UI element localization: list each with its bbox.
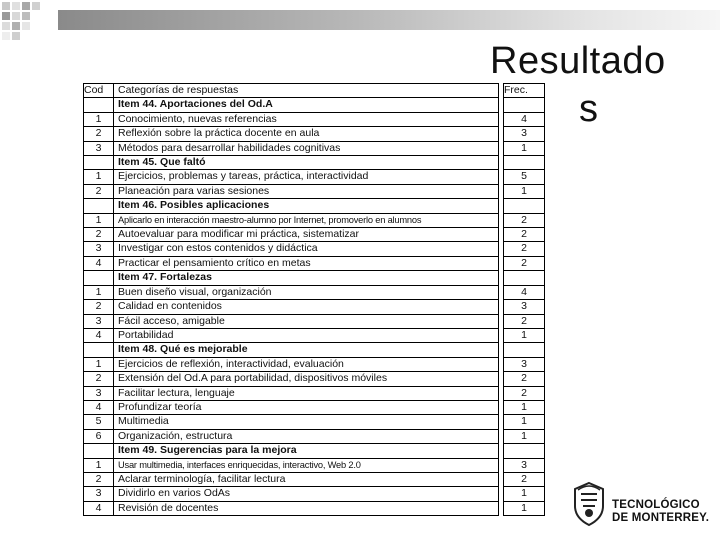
table-row <box>84 429 545 443</box>
table-row <box>84 228 545 242</box>
row-frequency: 3 <box>504 127 545 141</box>
row-code: 4 <box>84 501 114 515</box>
table-row <box>84 328 545 342</box>
row-frequency: 4 <box>504 112 545 126</box>
row-frequency: 1 <box>504 487 545 501</box>
row-code: 4 <box>84 400 114 414</box>
row-code: 3 <box>84 242 114 256</box>
section-heading-row <box>84 199 545 213</box>
table-row <box>84 458 545 472</box>
row-category: Métodos para desarrollar habilidades cognitivas <box>114 141 499 155</box>
section-heading: Item 46. Posibles aplicaciones <box>114 199 499 213</box>
section-freq-cell <box>504 343 545 357</box>
row-category: Autoevaluar para modificar mi práctica, sistematizar <box>114 228 499 242</box>
table-row <box>84 372 545 386</box>
table-row <box>84 112 545 126</box>
row-category: Dividirlo en varios OdAs <box>114 487 499 501</box>
section-code-cell <box>84 343 114 357</box>
table-row <box>84 184 545 198</box>
row-code: 2 <box>84 228 114 242</box>
results-table <box>83 83 545 516</box>
section-code-cell <box>84 156 114 170</box>
table-row <box>84 141 545 155</box>
table-row <box>84 242 545 256</box>
row-code: 1 <box>84 458 114 472</box>
table-row <box>84 415 545 429</box>
table-row <box>84 357 545 371</box>
row-frequency: 2 <box>504 372 545 386</box>
row-category: Extensión del Od.A para portabilidad, dispositivos móviles <box>114 372 499 386</box>
row-code: 3 <box>84 386 114 400</box>
table-row <box>84 170 545 184</box>
row-code: 5 <box>84 415 114 429</box>
row-frequency: 2 <box>504 472 545 486</box>
logo-line-1: TECNOLÓGICO <box>612 499 700 511</box>
section-heading-row <box>84 271 545 285</box>
row-code: 2 <box>84 372 114 386</box>
row-category: Usar multimedia, interfaces enriquecidas, interactivo, Web 2.0 <box>114 458 499 472</box>
table-row <box>84 127 545 141</box>
row-code: 1 <box>84 357 114 371</box>
table-row <box>84 400 545 414</box>
row-category: Ejercicios, problemas y tareas, práctica, interactividad <box>114 170 499 184</box>
table-row <box>84 300 545 314</box>
table-row <box>84 386 545 400</box>
section-freq-cell <box>504 98 545 112</box>
row-code: 2 <box>84 300 114 314</box>
row-category: Fácil acceso, amigable <box>114 314 499 328</box>
row-frequency: 1 <box>504 141 545 155</box>
section-heading-row <box>84 444 545 458</box>
row-code: 6 <box>84 429 114 443</box>
row-frequency: 3 <box>504 458 545 472</box>
section-code-cell <box>84 199 114 213</box>
row-frequency: 2 <box>504 242 545 256</box>
row-code: 2 <box>84 472 114 486</box>
row-frequency: 1 <box>504 501 545 515</box>
logo-line-2: DE MONTERREY. <box>612 512 710 524</box>
section-freq-cell <box>504 156 545 170</box>
decorative-square-grid <box>0 0 60 60</box>
table-row <box>84 285 545 299</box>
row-category: Aclarar terminología, facilitar lectura <box>114 472 499 486</box>
table-row <box>84 213 545 227</box>
row-category: Revisión de docentes <box>114 501 499 515</box>
row-code: 4 <box>84 256 114 270</box>
section-heading-row <box>84 98 545 112</box>
header-gradient-bar <box>58 10 720 30</box>
row-code: 1 <box>84 170 114 184</box>
section-heading: Item 44. Aportaciones del Od.A <box>114 98 499 112</box>
logo-wordmark <box>612 499 709 525</box>
row-code: 1 <box>84 112 114 126</box>
section-freq-cell <box>504 444 545 458</box>
row-category: Facilitar lectura, lenguaje <box>114 386 499 400</box>
row-code: 4 <box>84 328 114 342</box>
row-frequency: 2 <box>504 228 545 242</box>
row-frequency: 1 <box>504 328 545 342</box>
column-header-frequency: Frec. <box>504 84 545 98</box>
row-frequency: 3 <box>504 300 545 314</box>
row-frequency: 2 <box>504 213 545 227</box>
row-category: Reflexión sobre la práctica docente en aula <box>114 127 499 141</box>
row-code: 2 <box>84 127 114 141</box>
row-frequency: 2 <box>504 256 545 270</box>
row-category: Organización, estructura <box>114 429 499 443</box>
section-heading: Item 45. Que faltó <box>114 156 499 170</box>
row-category: Portabilidad <box>114 328 499 342</box>
section-freq-cell <box>504 271 545 285</box>
tecnologico-de-monterrey-logo <box>568 480 718 530</box>
section-heading: Item 48. Qué es mejorable <box>114 343 499 357</box>
row-code: 1 <box>84 285 114 299</box>
section-heading-row <box>84 156 545 170</box>
row-frequency: 2 <box>504 314 545 328</box>
section-code-cell <box>84 98 114 112</box>
section-freq-cell <box>504 199 545 213</box>
table-row <box>84 314 545 328</box>
row-frequency: 1 <box>504 415 545 429</box>
table-row <box>84 256 545 270</box>
table-row <box>84 501 545 515</box>
row-category: Planeación para varias sesiones <box>114 184 499 198</box>
row-code: 3 <box>84 141 114 155</box>
slide-title-continuation: s <box>579 88 598 130</box>
column-header-code: Cod <box>84 84 114 98</box>
row-frequency: 3 <box>504 357 545 371</box>
slide-title: Resultado <box>490 40 666 82</box>
row-category: Multimedia <box>114 415 499 429</box>
row-frequency: 1 <box>504 429 545 443</box>
institution-seal-icon <box>568 480 610 528</box>
row-frequency: 5 <box>504 170 545 184</box>
row-category: Investigar con estos contenidos y didáctica <box>114 242 499 256</box>
section-heading-row <box>84 343 545 357</box>
section-heading: Item 49. Sugerencias para la mejora <box>114 444 499 458</box>
row-code: 3 <box>84 314 114 328</box>
row-category: Conocimiento, nuevas referencias <box>114 112 499 126</box>
column-header-category: Categorías de respuestas <box>114 84 499 98</box>
row-code: 1 <box>84 213 114 227</box>
table-row <box>84 472 545 486</box>
row-category: Ejercicios de reflexión, interactividad, evaluación <box>114 357 499 371</box>
row-category: Buen diseño visual, organización <box>114 285 499 299</box>
row-code: 3 <box>84 487 114 501</box>
section-code-cell <box>84 271 114 285</box>
row-category: Practicar el pensamiento crítico en metas <box>114 256 499 270</box>
row-frequency: 1 <box>504 184 545 198</box>
row-frequency: 1 <box>504 400 545 414</box>
table-header-row <box>84 84 545 98</box>
row-category: Aplicarlo en interacción maestro-alumno por Internet, promoverlo en alumnos <box>114 213 499 227</box>
row-category: Profundizar teoría <box>114 400 499 414</box>
section-code-cell <box>84 444 114 458</box>
row-frequency: 4 <box>504 285 545 299</box>
section-heading: Item 47. Fortalezas <box>114 271 499 285</box>
row-category: Calidad en contenidos <box>114 300 499 314</box>
table-row <box>84 487 545 501</box>
table-body <box>84 98 545 516</box>
row-code: 2 <box>84 184 114 198</box>
row-frequency: 2 <box>504 386 545 400</box>
